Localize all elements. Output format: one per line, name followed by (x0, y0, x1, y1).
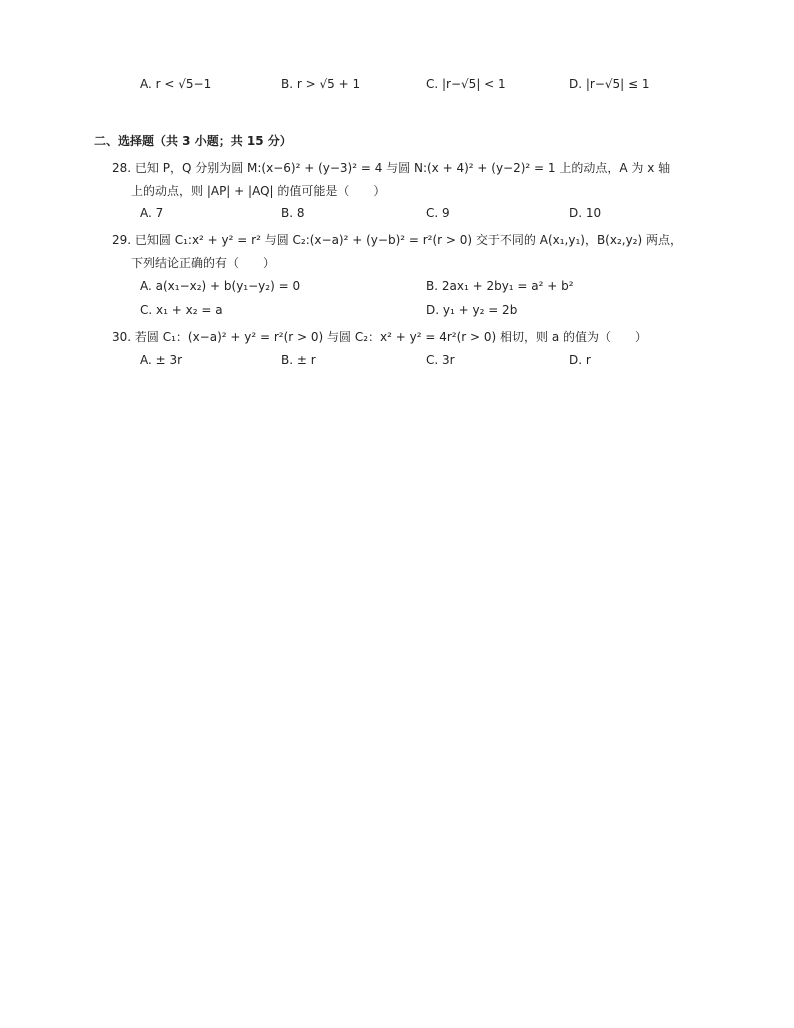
question-28-line-1: 28. 已知 P，Q 分别为圆 M:(x−6)² + (y−3)² = 4 与圆 N:(x + 4)² + (y−2)² = 1 上的动点，A 为 x 轴 (112, 161, 671, 175)
section-header: 二、选择题（共 3 小题；共 15 分） (94, 134, 292, 148)
question-28-line-2: 上的动点，则 |AP| + |AQ| 的值可能是（ ） (131, 184, 386, 198)
question-30-line-1: 30. 若圆 C₁：(x−a)² + y² = r²(r > 0) 与圆 C₂：x² + y² = 4r²(r > 0) 相切，则 a 的值为（ ） (112, 330, 648, 344)
prev-option-a: A. r < √5−1 (140, 77, 212, 91)
q29-option-c: C. x₁ + x₂ = a (140, 303, 223, 317)
q29-option-b: B. 2ax₁ + 2by₁ = a² + b² (426, 279, 574, 293)
q30-option-d: D. r (569, 353, 591, 367)
prev-option-c: C. |r−√5| < 1 (426, 77, 506, 91)
q30-option-a: A. ± 3r (140, 353, 183, 367)
q30-option-b: B. ± r (281, 353, 316, 367)
prev-option-d: D. |r−√5| ≤ 1 (569, 77, 650, 91)
q28-option-a: A. 7 (140, 206, 164, 220)
question-29-line-2: 下列结论正确的有（ ） (131, 256, 276, 270)
q29-option-d: D. y₁ + y₂ = 2b (426, 303, 518, 317)
q28-option-d: D. 10 (569, 206, 602, 220)
q30-option-c: C. 3r (426, 353, 455, 367)
q28-option-b: B. 8 (281, 206, 305, 220)
q28-option-c: C. 9 (426, 206, 450, 220)
q29-option-a: A. a(x₁−x₂) + b(y₁−y₂) = 0 (140, 279, 301, 293)
prev-option-b: B. r > √5 + 1 (281, 77, 361, 91)
question-29-line-1: 29. 已知圆 C₁:x² + y² = r² 与圆 C₂:(x−a)² + (y−b)² = r²(r > 0) 交于不同的 A(x₁,y₁)，B(x₂,y₂) 两点， (112, 233, 682, 247)
